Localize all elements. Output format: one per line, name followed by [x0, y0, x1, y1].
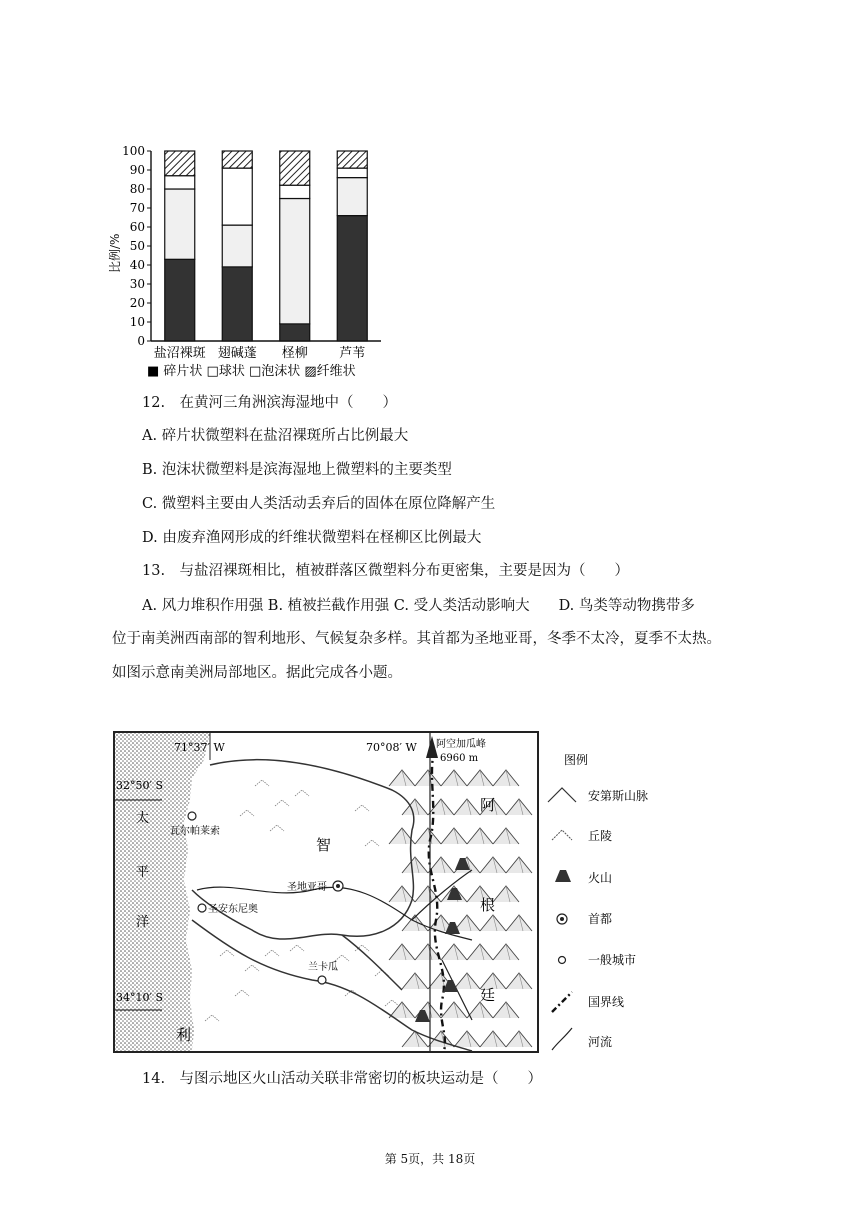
question-12-option-b: B. 泡沫状微塑料是滨海湿地上微塑料的主要类型	[142, 462, 452, 478]
intro-line-2: 如图示意南美洲局部地区。据此完成各小题。	[112, 665, 402, 681]
latitude-south: 34°10′ S	[116, 991, 164, 1004]
city-rancagua: 兰卡瓜	[308, 962, 338, 973]
legend-city: 一般城市	[588, 953, 637, 967]
longitude-west: 71°37′ W	[174, 741, 225, 754]
legend-andes: 安第斯山脉	[588, 789, 649, 803]
ocean-label-2: 平	[136, 865, 150, 880]
question-12-option-c: C. 微塑料主要由人类活动丢弃后的固体在原位降解产生	[142, 496, 496, 512]
bar-segment-球状	[222, 168, 252, 225]
city-valparaiso: 瓦尔帕莱索	[170, 826, 220, 837]
legend-border: 国界线	[588, 995, 625, 1009]
peak-name: 阿空加瓜峰	[436, 739, 486, 750]
legend-capital: 首都	[588, 912, 613, 926]
country-argentina-3: 廷	[480, 986, 496, 1004]
x-tick-label: 芦苇	[339, 346, 366, 361]
bar-segment-球状	[280, 185, 310, 198]
intro-line-1: 位于南美洲西南部的智利地形、气候复杂多样。其首都为圣地亚哥，冬季不太冷，夏季不太热。	[112, 631, 721, 647]
city-legend-icon	[559, 957, 566, 964]
y-tick-label: 60	[129, 220, 145, 234]
country-argentina-1: 阿	[480, 796, 496, 814]
peak-elevation: 6960 m	[440, 753, 479, 764]
question-13-stem: 13. 与盐沼裸斑相比，植被群落区微塑料分布更密集，主要是因为（ ）	[142, 563, 630, 579]
latitude-north: 32°50′ S	[116, 779, 164, 792]
bar-segment-纤维状	[337, 151, 367, 168]
y-tick-label: 20	[129, 296, 145, 310]
longitude-east: 70°08′ W	[366, 741, 417, 754]
bar-segment-碎片状	[222, 267, 252, 341]
x-tick-label: 盐沼裸斑	[153, 346, 206, 361]
border-legend-icon	[552, 992, 572, 1012]
city-valparaiso-icon	[188, 812, 196, 820]
city-rancagua-icon	[318, 976, 326, 984]
bar-segment-泡沫状	[280, 199, 310, 324]
chart-legend: ■ 碎片状 □球状 □泡沫状 ▨纤维状	[147, 364, 356, 379]
ocean-label-1: 太	[136, 811, 150, 826]
bar-segment-碎片状	[280, 324, 310, 341]
hills-legend-icon	[552, 830, 572, 840]
city-san-antonio: 圣安东尼奥	[208, 904, 258, 915]
y-tick-label: 50	[129, 239, 145, 253]
question-12-option-d: D. 由废弃渔网形成的纤维状微塑料在柽柳区比例最大	[142, 530, 482, 546]
bar-segment-碎片状	[165, 259, 195, 341]
microplastic-chart	[105, 143, 395, 381]
legend-title: 图例	[564, 753, 589, 767]
ocean-label-3: 洋	[136, 915, 150, 930]
legend-river: 河流	[588, 1035, 613, 1049]
question-13-options: A. 风力堆积作用强 B. 植被拦截作用强 C. 受人类活动影响大 D. 鸟类等动物携带多	[142, 598, 695, 614]
legend-hills: 丘陵	[588, 829, 613, 843]
x-tick-label: 柽柳	[281, 346, 308, 361]
y-tick-label: 30	[129, 277, 145, 291]
river-legend-icon	[552, 1028, 572, 1050]
question-14-stem: 14. 与图示地区火山活动关联非常密切的板块运动是（ ）	[142, 1071, 543, 1087]
bar-segment-纤维状	[222, 151, 252, 168]
bar-segment-碎片状	[337, 216, 367, 341]
question-12-stem: 12. 在黄河三角洲滨海湿地中（ ）	[142, 395, 398, 411]
country-chile-1: 智	[316, 836, 332, 854]
y-tick-label: 80	[129, 182, 145, 196]
y-tick-label: 90	[129, 163, 145, 177]
city-santiago: 圣地亚哥	[287, 882, 327, 893]
city-san-antonio-icon	[198, 904, 206, 912]
y-tick-label: 100	[122, 144, 145, 158]
y-axis-label: 比例/%	[108, 233, 122, 273]
bar-segment-球状	[337, 168, 367, 178]
bar-segment-泡沫状	[165, 189, 195, 259]
country-chile-2: 利	[176, 1026, 192, 1044]
bar-segment-球状	[165, 176, 195, 189]
volcano-legend-icon	[555, 870, 571, 882]
map-legend	[548, 752, 648, 1050]
y-tick-label: 70	[129, 201, 145, 215]
y-tick-label: 0	[137, 334, 145, 348]
south-america-map	[112, 730, 672, 1055]
question-12-option-a: A. 碎片状微塑料在盐沼裸斑所占比例最大	[142, 428, 409, 444]
y-tick-label: 10	[129, 315, 145, 329]
country-argentina-2: 根	[480, 896, 496, 914]
andes-legend-icon	[548, 788, 576, 802]
bar-segment-泡沫状	[222, 225, 252, 267]
page-footer: 第 5页，共 18页	[384, 1152, 476, 1166]
y-tick-label: 40	[129, 258, 145, 272]
bar-segment-纤维状	[165, 151, 195, 176]
bar-segment-纤维状	[280, 151, 310, 185]
legend-volcano: 火山	[588, 871, 613, 885]
bar-segment-泡沫状	[337, 178, 367, 216]
x-tick-label: 翅碱蓬	[217, 346, 257, 361]
